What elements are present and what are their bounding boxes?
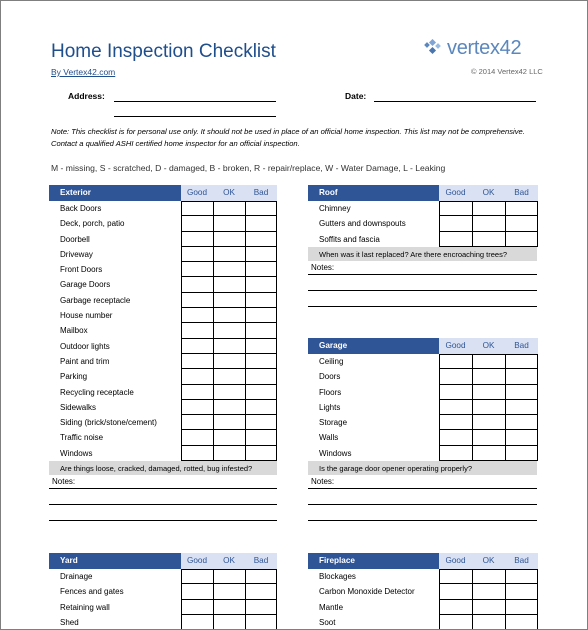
exterior-row [49,262,277,277]
exterior-bad-checkbox[interactable] [245,369,277,384]
exterior-ok-checkbox[interactable] [213,354,245,369]
roof-row [308,216,537,231]
exterior-item-label: Garage Doors [60,280,111,290]
exterior-good-checkbox[interactable] [181,339,213,354]
exterior-ok-checkbox[interactable] [213,369,245,384]
garage-item-label: Lights [319,402,341,412]
roof-notes-label: Notes: [311,262,335,272]
exterior-row [49,232,277,247]
exterior-ok-checkbox[interactable] [213,262,245,277]
yard-ok-checkbox[interactable] [213,615,245,630]
garage-row [308,354,537,369]
fireplace-row [308,569,537,584]
exterior-ok-checkbox[interactable] [213,400,245,415]
yard-bad-checkbox[interactable] [245,569,277,584]
fireplace-good-checkbox[interactable] [439,615,472,630]
roof-section [308,185,537,307]
address-label: Address: [68,91,105,101]
exterior-col-ok: OK [213,185,245,201]
garage-item-label: Windows [319,448,352,458]
exterior-good-checkbox[interactable] [181,323,213,338]
yard-ok-checkbox[interactable] [213,569,245,584]
yard-row [49,584,277,599]
yard-good-checkbox[interactable] [181,615,213,630]
fireplace-item-label: Carbon Monoxide Detector [319,587,415,597]
roof-ok-checkbox[interactable] [472,216,505,231]
exterior-row [49,430,277,445]
yard-good-checkbox[interactable] [181,569,213,584]
roof-notes-line[interactable] [308,275,537,291]
fireplace-col-ok: OK [472,553,505,569]
garage-bad-checkbox[interactable] [505,369,538,384]
fireplace-ok-checkbox[interactable] [472,584,505,599]
exterior-row [49,247,277,262]
fireplace-title: Fireplace [319,556,355,565]
garage-bad-checkbox[interactable] [505,446,538,461]
roof-notes [308,261,537,275]
exterior-bad-checkbox[interactable] [245,400,277,415]
garage-ok-checkbox[interactable] [472,446,505,461]
yard-good-checkbox[interactable] [181,600,213,615]
garage-ok-checkbox[interactable] [472,369,505,384]
exterior-ok-checkbox[interactable] [213,247,245,262]
roof-row [308,201,537,216]
exterior-ok-checkbox[interactable] [213,277,245,292]
exterior-good-checkbox[interactable] [181,247,213,262]
exterior-good-checkbox[interactable] [181,232,213,247]
exterior-good-checkbox[interactable] [181,369,213,384]
exterior-ok-checkbox[interactable] [213,430,245,445]
fireplace-header [308,553,537,569]
exterior-item-label: Outdoor lights [60,341,110,351]
fireplace-item-label: Mantle [319,602,344,612]
yard-col-ok: OK [213,553,245,569]
yard-item-label: Drainage [60,572,93,581]
fireplace-section [308,553,537,630]
roof-question-text: When was it last replaced? Are there encroaching trees? [319,249,508,259]
roof-col-bad: Bad [505,185,538,201]
exterior-good-checkbox[interactable] [181,216,213,231]
exterior-item-label: Recycling receptacle [60,387,134,397]
garage-header [308,338,537,354]
yard-bad-checkbox[interactable] [245,584,277,599]
exterior-good-checkbox[interactable] [181,293,213,308]
roof-col-ok: OK [472,185,505,201]
garage-bad-checkbox[interactable] [505,415,538,430]
garage-row [308,415,537,430]
exterior-ok-checkbox[interactable] [213,232,245,247]
garage-col-good: Good [439,338,472,354]
exterior-ok-checkbox[interactable] [213,201,245,216]
roof-item-label: Chimney [319,204,351,213]
exterior-ok-checkbox[interactable] [213,323,245,338]
condition-legend: M - missing, S - scratched, D - damaged, B - broken, R - repair/replace, W - Water Damage, L - Leaking [51,163,446,173]
yard-ok-checkbox[interactable] [213,584,245,599]
exterior-item-label: Back Doors [60,204,102,213]
roof-header [308,185,537,201]
exterior-row [49,201,277,216]
exterior-item-label: Sidewalks [60,402,97,412]
garage-title: Garage [319,341,348,350]
roof-good-checkbox[interactable] [439,232,472,247]
fireplace-bad-checkbox[interactable] [505,615,538,630]
roof-notes-line[interactable] [308,291,537,307]
roof-ok-checkbox[interactable] [472,201,505,216]
yard-col-good: Good [181,553,213,569]
address-field-line2[interactable] [114,116,276,117]
exterior-notes-line[interactable] [49,489,277,505]
exterior-bad-checkbox[interactable] [245,293,277,308]
exterior-good-checkbox[interactable] [181,201,213,216]
exterior-bad-checkbox[interactable] [245,430,277,445]
vertex42-logo [423,37,521,59]
roof-title: Roof [319,188,338,197]
yard-item-label: Shed [60,617,79,627]
exterior-row [49,277,277,292]
garage-question-text: Is the garage door opener operating properly? [319,464,473,474]
exterior-good-checkbox[interactable] [181,400,213,415]
page-title: Home Inspection Checklist [51,41,276,62]
garage-col-bad: Bad [505,338,538,354]
exterior-bad-checkbox[interactable] [245,354,277,369]
exterior-bad-checkbox[interactable] [245,277,277,292]
fireplace-bad-checkbox[interactable] [505,600,538,615]
garage-bad-checkbox[interactable] [505,400,538,415]
exterior-row [49,323,277,338]
exterior-good-checkbox[interactable] [181,277,213,292]
garage-good-checkbox[interactable] [439,446,472,461]
exterior-good-checkbox[interactable] [181,446,213,461]
exterior-item-label: Mailbox [60,326,88,336]
roof-question [308,247,537,261]
garage-notes-line[interactable] [308,489,537,505]
exterior-bad-checkbox[interactable] [245,232,277,247]
exterior-item-label: Garbage receptacle [60,295,131,305]
garage-good-checkbox[interactable] [439,385,472,400]
yard-row [49,615,277,630]
garage-row [308,369,537,384]
exterior-bad-checkbox[interactable] [245,385,277,400]
roof-good-checkbox[interactable] [439,201,472,216]
exterior-item-label: Traffic noise [60,433,104,443]
exterior-col-good: Good [181,185,213,201]
exterior-ok-checkbox[interactable] [213,446,245,461]
roof-bad-checkbox[interactable] [505,216,538,231]
garage-good-checkbox[interactable] [439,415,472,430]
fireplace-ok-checkbox[interactable] [472,569,505,584]
exterior-good-checkbox[interactable] [181,262,213,277]
garage-bad-checkbox[interactable] [505,430,538,445]
roof-bad-checkbox[interactable] [505,232,538,247]
exterior-bad-checkbox[interactable] [245,415,277,430]
fireplace-good-checkbox[interactable] [439,600,472,615]
garage-bad-checkbox[interactable] [505,354,538,369]
yard-section [49,553,277,630]
garage-row [308,430,537,445]
exterior-question-text: Are things loose, cracked, damaged, rotted, bug infested? [60,464,253,474]
exterior-notes-label: Notes: [52,477,76,487]
roof-ok-checkbox[interactable] [472,232,505,247]
date-field[interactable] [374,101,536,102]
garage-ok-checkbox[interactable] [472,415,505,430]
garage-item-label: Ceiling [319,357,344,366]
garage-notes [308,475,537,489]
exterior-header [49,185,277,201]
garage-row [308,446,537,461]
exterior-row [49,293,277,308]
yard-bad-checkbox[interactable] [245,615,277,630]
garage-row [308,385,537,400]
fireplace-col-good: Good [439,553,472,569]
exterior-row [49,400,277,415]
fireplace-good-checkbox[interactable] [439,569,472,584]
fireplace-item-label: Soot [319,617,336,627]
garage-item-label: Floors [319,387,342,397]
fireplace-bad-checkbox[interactable] [505,569,538,584]
garage-section [308,338,537,521]
exterior-row [49,354,277,369]
garage-question [308,461,537,475]
exterior-section [49,185,277,521]
garage-item-label: Walls [319,433,339,443]
fireplace-col-bad: Bad [505,553,538,569]
exterior-item-label: House number [60,311,113,321]
garage-ok-checkbox[interactable] [472,400,505,415]
exterior-title: Exterior [60,188,91,197]
roof-row [308,232,537,247]
exterior-ok-checkbox[interactable] [213,339,245,354]
garage-bad-checkbox[interactable] [505,385,538,400]
fireplace-ok-checkbox[interactable] [472,615,505,630]
fireplace-good-checkbox[interactable] [439,584,472,599]
roof-bad-checkbox[interactable] [505,201,538,216]
exterior-item-label: Driveway [60,249,93,259]
fireplace-bad-checkbox[interactable] [505,584,538,599]
garage-good-checkbox[interactable] [439,430,472,445]
exterior-bad-checkbox[interactable] [245,323,277,338]
garage-item-label: Storage [319,418,348,428]
exterior-question [49,461,277,475]
exterior-row [49,446,277,461]
exterior-bad-checkbox[interactable] [245,201,277,216]
exterior-col-bad: Bad [245,185,277,201]
logo-text: vertex42 [447,36,522,59]
exterior-good-checkbox[interactable] [181,385,213,400]
garage-ok-checkbox[interactable] [472,385,505,400]
yard-title: Yard [60,556,78,565]
garage-notes-label: Notes: [311,477,335,487]
exterior-row [49,369,277,384]
roof-item-label: Soffits and fascia [319,234,380,244]
exterior-item-label: Paint and trim [60,356,110,366]
fireplace-row [308,600,537,615]
exterior-bad-checkbox[interactable] [245,262,277,277]
exterior-item-label: Parking [60,372,88,382]
garage-col-ok: OK [472,338,505,354]
yard-bad-checkbox[interactable] [245,600,277,615]
garage-good-checkbox[interactable] [439,354,472,369]
exterior-good-checkbox[interactable] [181,308,213,323]
exterior-ok-checkbox[interactable] [213,216,245,231]
exterior-bad-checkbox[interactable] [245,308,277,323]
exterior-item-label: Doorbell [60,234,90,244]
exterior-bad-checkbox[interactable] [245,216,277,231]
exterior-item-label: Deck, porch, patio [60,219,125,229]
exterior-item-label: Windows [60,448,93,458]
garage-good-checkbox[interactable] [439,369,472,384]
exterior-bad-checkbox[interactable] [245,446,277,461]
roof-item-label: Gutters and downspouts [319,219,406,229]
exterior-ok-checkbox[interactable] [213,385,245,400]
fireplace-row [308,584,537,599]
exterior-good-checkbox[interactable] [181,415,213,430]
exterior-row [49,415,277,430]
garage-ok-checkbox[interactable] [472,354,505,369]
roof-col-good: Good [439,185,472,201]
exterior-item-label: Siding (brick/stone/cement) [60,418,157,428]
exterior-ok-checkbox[interactable] [213,415,245,430]
exterior-ok-checkbox[interactable] [213,308,245,323]
yard-item-label: Fences and gates [60,587,124,597]
exterior-row [49,216,277,231]
exterior-row [49,308,277,323]
garage-good-checkbox[interactable] [439,400,472,415]
yard-item-label: Retaining wall [60,602,110,612]
garage-ok-checkbox[interactable] [472,430,505,445]
yard-col-bad: Bad [245,553,277,569]
exterior-item-label: Front Doors [60,265,103,275]
byline-link[interactable]: By Vertex42.com [51,67,116,77]
garage-notes-line[interactable] [308,505,537,521]
exterior-good-checkbox[interactable] [181,354,213,369]
exterior-notes-line[interactable] [49,505,277,521]
fireplace-ok-checkbox[interactable] [472,600,505,615]
disclaimer-note: Note: This checklist is for personal use only. It should not be used in place of an official home inspection. This list may not be comprehensive. Contact a qualified ASHI certified home inspector for an official inspection. [51,127,525,148]
vertex-logo-icon [423,39,443,57]
yard-ok-checkbox[interactable] [213,600,245,615]
yard-good-checkbox[interactable] [181,584,213,599]
copyright: © 2014 Vertex42 LLC [471,67,543,76]
yard-header [49,553,277,569]
date-label: Date: [345,91,367,101]
garage-item-label: Doors [319,372,341,382]
roof-good-checkbox[interactable] [439,216,472,231]
exterior-ok-checkbox[interactable] [213,293,245,308]
exterior-row [49,339,277,354]
exterior-bad-checkbox[interactable] [245,339,277,354]
yard-row [49,569,277,584]
exterior-bad-checkbox[interactable] [245,247,277,262]
yard-row [49,600,277,615]
fireplace-row [308,615,537,630]
fireplace-item-label: Blockages [319,572,356,581]
address-field[interactable] [114,101,276,102]
exterior-row [49,385,277,400]
garage-row [308,400,537,415]
exterior-good-checkbox[interactable] [181,430,213,445]
exterior-notes [49,475,277,489]
